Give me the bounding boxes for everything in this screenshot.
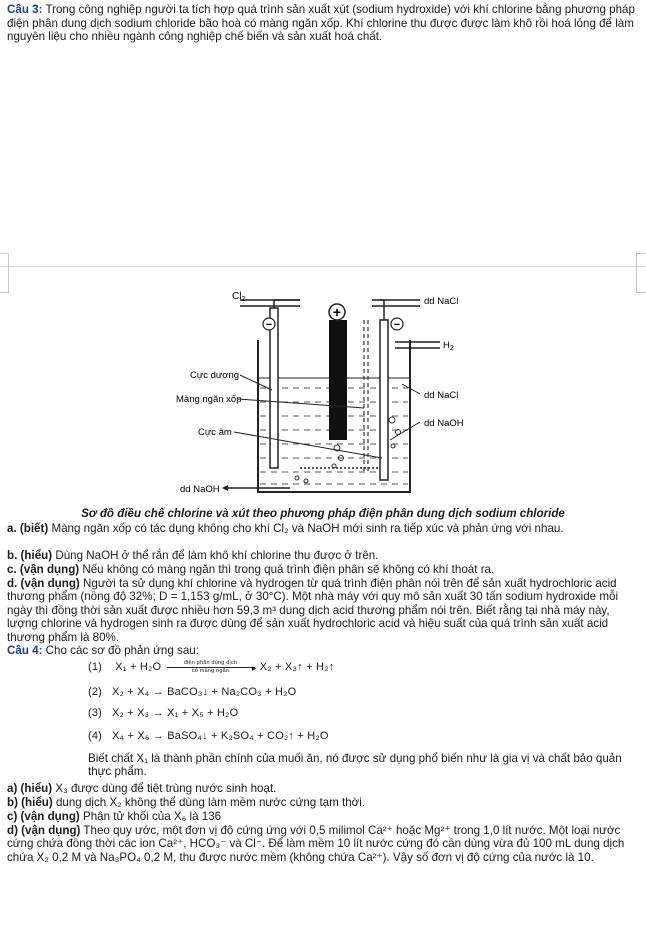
reaction-1-condition-top: điện phân dung dịch [183, 660, 238, 666]
minus-label-left: − [265, 319, 273, 331]
q3-statement-a-text: Màng ngăn xốp có tác dụng không cho khí Cl₂ và NaOH mới sinh ra tiếp xúc và phản ứng với nhau. [48, 522, 564, 535]
q4-statement-c-text: Phân tử khối của X₆ là 136 [79, 810, 222, 823]
reaction-1-arrow: điện phân dung dịch ▸ có màng ngăn [165, 660, 257, 674]
nacl-top-label: dd NaCl [424, 296, 459, 307]
q3-statement-b [7, 549, 639, 562]
q3-statement-b-lead: b. (hiểu) [7, 549, 53, 562]
reaction-1-rhs: X₂ + X₃↑ + H₂↑ [259, 660, 335, 673]
q4-statement-b-text: dung dịch X₂ không thể dùng làm mềm nước cứng tạm thời. [52, 796, 366, 809]
reaction-3-equation: X₂ + X₃ → X₁ + X₅ + H₂O [112, 707, 239, 719]
minus-label-right: − [393, 319, 401, 331]
q3-statement-d-text: Người ta sử dụng khí chlorine và hydrogen từ quá trình điện phân nói trên để sản xuất hydrochloric acid thương phẩm (nồng độ 32%; D = 1,153 g/mL, ở 30°C). Một nhà máy với quy mô sản xuất 30 tấn sodium hydroxide mỗi ngày thì đồng thời sản xuất được nhiều hơn 59,3 m³ dung dịch acid thương phẩm nói trên. Biết rằng tại nhà máy này, lượng chlorine và hydrogen sinh ra được dùng để sản xuất hydrochloric acid và hiệu suất của quá trình sản xuất acid thương phẩm là 80%. [7, 577, 619, 644]
anode-electrode [270, 308, 278, 468]
q3-intro-paragraph [7, 3, 639, 44]
reaction-1-condition-bottom: có màng ngăn [191, 668, 230, 674]
q4-statement-b-lead: b) (hiểu) [7, 796, 53, 809]
q4-statement-b [7, 796, 639, 809]
q3-statement-d-lead: d. (vận dụng) [7, 577, 80, 590]
naoh-right-label: dd NaOH [424, 418, 464, 429]
cathode-electrode [380, 320, 388, 480]
electrolysis-diagram [0, 280, 646, 506]
nacl-right-label: dd NaCl [424, 390, 459, 401]
cathode-label: Cực âm [198, 427, 232, 438]
reaction-2-number: (2) [88, 686, 103, 698]
q4-statement-a-lead: a) (hiểu) [7, 782, 53, 795]
reaction-4-number: (4) [88, 730, 103, 742]
q4-statement-c-lead: c) (vận dụng) [7, 810, 80, 823]
q4-statement-c [7, 810, 639, 823]
plus-label: + [332, 304, 342, 320]
reaction-3 [88, 707, 238, 719]
q4-intro-paragraph [7, 644, 639, 657]
reaction-1-lhs: X₁ + H₂O [115, 660, 162, 673]
reaction-3-number: (3) [88, 707, 103, 719]
membrane-label: Màng ngăn xốp [176, 394, 242, 405]
q4-statement-d-lead: d) (vận dụng) [7, 824, 81, 837]
reaction-4 [88, 730, 329, 742]
q3-statement-c [7, 563, 639, 576]
diagram-caption: Sơ đồ điều chế chlorine và xút theo phương pháp điện phân dung dịch sodium chloride [81, 507, 565, 520]
reaction-4-equation: X₄ + X₆ → BaSO₄↓ + K₂SO₄ + CO₂↑ + H₂O [112, 730, 329, 742]
reaction-1 [88, 660, 334, 674]
q4-note: Biết chất X₁ là thành phần chính của muối ăn, nó được sử dụng phổ biến như là gia vị và chất bảo quản thực phẩm. [88, 752, 622, 779]
q4-statement-a [7, 782, 639, 795]
q3-statement-d [7, 577, 639, 644]
anode-label: Cực dương [190, 370, 240, 381]
q3-statement-a-lead: a. (biết) [7, 522, 49, 535]
q3-statement-c-text: Nếu không có màng ngăn thì trong quá trình điện phân sẽ không có khí thoát ra. [79, 563, 495, 576]
q4-label: Câu 4: [7, 644, 43, 657]
reaction-2 [88, 686, 296, 698]
q4-intro-text: Cho các sơ đồ phản ứng sau: [45, 644, 199, 657]
q4-statement-d-text: Theo quy ước, một đơn vị độ cứng ứng với 0,5 milimol Ca²⁺ hoặc Mg²⁺ trong 1,0 lít nước. Một loại nước cứng chứa đồng thời các ion Ca²⁺, HCO₃⁻ và Cl⁻. Để làm mềm 10 lít nước cứng đó cần dùng vừa đủ 100 mL dung dịch chứa X₂ 0,2 M và Na₃PO₄ 0,2 M, thu được nước mềm (không chứa Ca²⁺). Vậy số đơn vị độ cứng của nước là 10. [7, 824, 625, 864]
section-divider [0, 266, 646, 267]
q3-statement-a [7, 522, 639, 535]
q3-label: Câu 3: [7, 3, 43, 16]
central-electrode [329, 320, 347, 440]
reaction-1-number: (1) [88, 660, 103, 673]
q4-statement-a-text: X₃ được dùng để tiệt trùng nước sinh hoạt. [52, 782, 277, 795]
q4-statement-d [7, 824, 639, 864]
q3-statement-c-lead: c. (vận dụng) [7, 563, 80, 576]
cl2-label: $Cl_2$ [232, 291, 246, 303]
h2-label: $H_2$ [443, 340, 454, 352]
reaction-2-equation: X₂ + X₄ → BaCO₃↓ + Na₂CO₃ + H₂O [112, 686, 297, 698]
q3-statement-b-text: Dùng NaOH ở thể rắn để làm khô khí chlorine thu được ở trên. [52, 549, 379, 562]
naoh-left-label: dd NaOH [180, 484, 220, 495]
q3-intro-text: Trong công nghiệp người ta tích hợp quá trình sản xuất xút (sodium hydroxide) với khí chlorine bằng phương pháp điện phân dung dịch sodium chloride bão hoà có màng ngăn xốp. Khí chlorine thu được được làm khô rồi hoá lỏng để làm nguyên liệu cho nhiều ngành công nghiệp chế biến và sản xuất hoá chất. [7, 3, 635, 44]
